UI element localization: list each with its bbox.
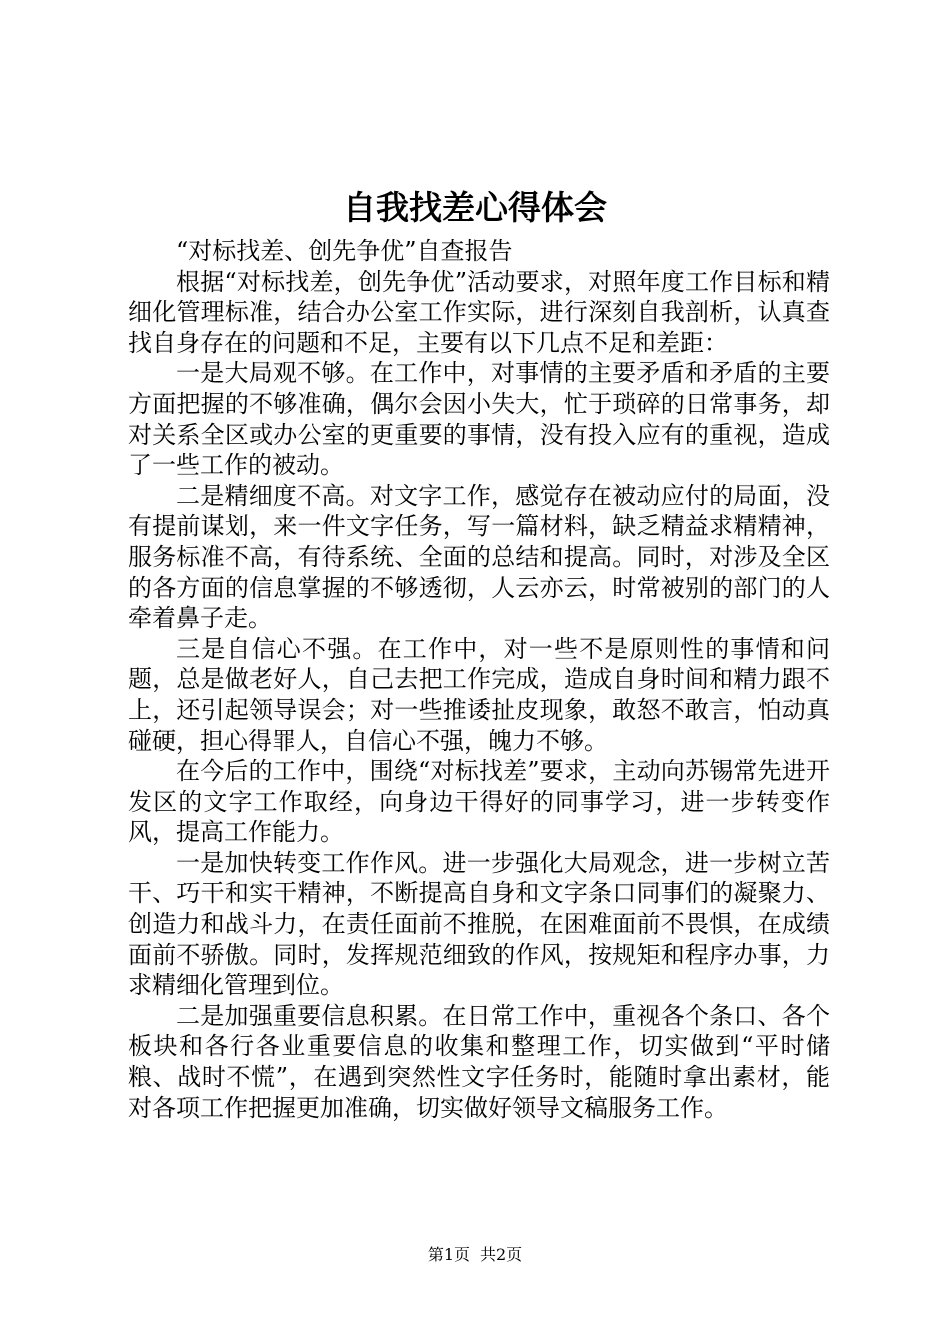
- paragraph-measure-1: 一是加快转变工作作风。进一步强化大局观念，进一步树立苦干、巧干和实干精神，不断提高自身和文字条口同事们的凝聚力、创造力和战斗力，在责任面前不推脱，在困难面前不畏惧，在成绩面前不骄傲。同时，发挥规范细致的作风，按规矩和程序办事，力求精细化管理到位。: [128, 848, 830, 1000]
- paragraph-shortcoming-1: 一是大局观不够。在工作中，对事情的主要矛盾和矛盾的主要方面把握的不够准确，偶尔会因小失大，忙于琐碎的日常事务，却对关系全区或办公室的更重要的事情，没有投入应有的重视，造成了一些工作的被动。: [128, 359, 830, 480]
- paragraph-intro: 根据“对标找差，创先争优”活动要求，对照年度工作目标和精细化管理标准，结合办公室工作实际，进行深刻自我剖析，认真查找自身存在的问题和不足，主要有以下几点不足和差距：: [128, 267, 830, 357]
- document-title: 自我找差心得体会: [343, 188, 607, 227]
- page-number: 第1页: [427, 1245, 470, 1264]
- paragraph-subtitle: “对标找差、创先争优”自查报告: [176, 237, 513, 265]
- page-footer: [0, 1244, 950, 1266]
- paragraph-shortcoming-2: 二是精细度不高。对文字工作，感觉存在被动应付的局面，没有提前谋划，来一件文字任务，写一篇材料，缺乏精益求精精神，服务标准不高，有待系统、全面的总结和提高。同时，对涉及全区的各方面的信息掌握的不够透彻，人云亦云，时常被别的部门的人牵着鼻子走。: [128, 481, 830, 633]
- paragraph-future-intro: 在今后的工作中，围绕“对标找差”要求，主动向苏锡常先进开发区的文字工作取经，向身边干得好的同事学习，进一步转变作风，提高工作能力。: [128, 757, 830, 847]
- page-total: 共2页: [480, 1245, 523, 1264]
- paragraph-measure-2: 二是加强重要信息积累。在日常工作中，重视各个条口、各个板块和各行各业重要信息的收集和整理工作，切实做到“平时储粮、战时不慌”，在遇到突然性文字任务时，能随时拿出素材，能对各项工作把握更加准确，切实做好领导文稿服务工作。: [128, 1001, 830, 1122]
- document-body: [128, 236, 830, 1123]
- paragraph-shortcoming-3: 三是自信心不强。在工作中，对一些不是原则性的事情和问题，总是做老好人，自己去把工作完成，造成自身时间和精力跟不上，还引起领导误会；对一些推诿扯皮现象，敢怒不敢言，怕动真碰硬，担心得罪人，自信心不强，魄力不够。: [128, 634, 830, 755]
